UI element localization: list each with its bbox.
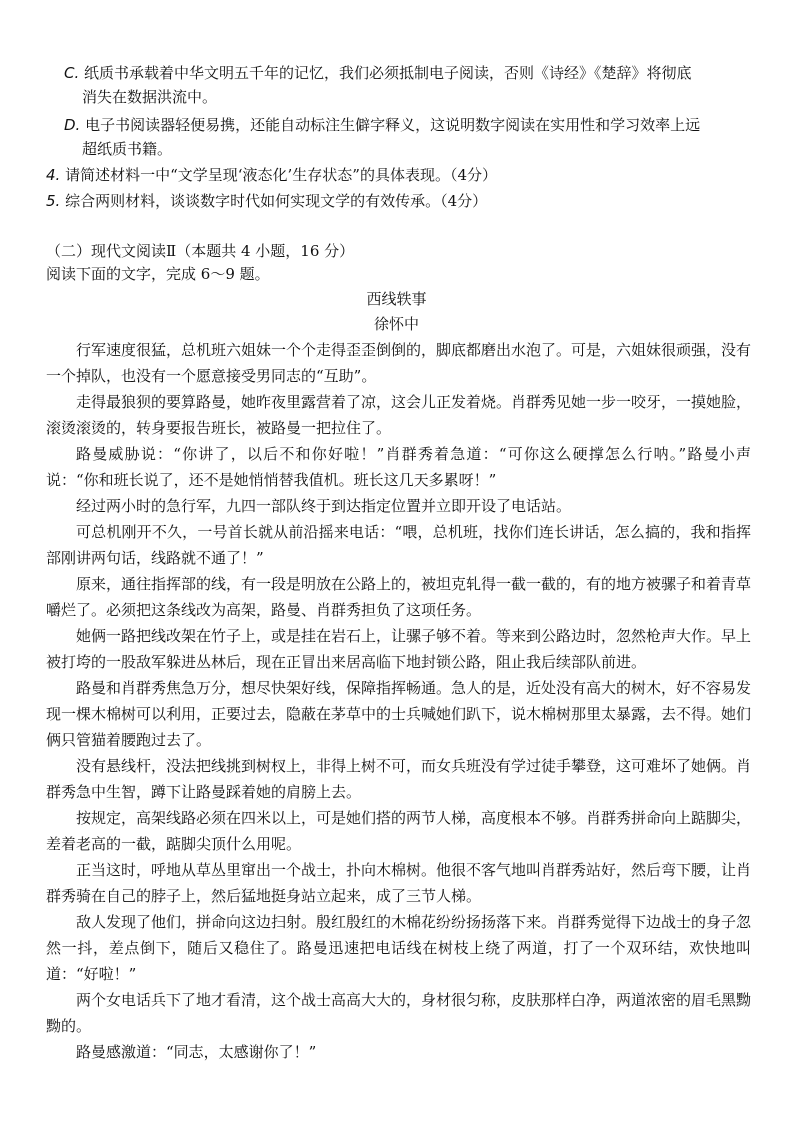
paragraph: 原来，通往指挥部的线，有一段是明放在公路上的，被坦克轧得一截一截的，有的地方被骡子和着青草嚼烂了。必须把这条线改为高架，路曼、肖群秀担负了这项任务。: [46, 575, 752, 619]
paragraph: 可总机刚开不久，一号首长就从前沿摇来电话：“喂，总机班，找你们连长讲话，怎么搞的，我和指挥部刚讲两句话，线路就不通了！”: [46, 523, 751, 567]
paragraph: 没有悬线杆，没法把线挑到树杈上，非得上树不可，而女兵班没有学过徒手攀登，这可难坏了她俩。肖群秀急中生智，蹲下让路曼踩着她的肩膀上去。: [46, 757, 752, 801]
paragraph: 经过两小时的急行军，九四一部队终于到达指定位置并立即开设了电话站。: [76, 497, 572, 515]
option-c-letter: C.: [64, 64, 80, 82]
section-instruction: 阅读下面的文字，完成 6～9 题。: [46, 265, 270, 283]
article-body: [46, 337, 751, 1065]
option-c-text-line1: 纸质书承载着中华文明五千年的记忆，我们必须抵制电子阅读，否则《诗经》《楚辞》将彻底: [79, 64, 692, 82]
paragraph: 正当这时，呼地从草丛里窜出一个战士，扑向木棉树。他很不客气地叫肖群秀站好，然后弯下腰，让肖群秀骑在自己的脖子上，然后猛地挺身站立起来，成了三节人梯。: [46, 861, 752, 905]
option-d-text-line2: 超纸质书籍。: [82, 140, 173, 158]
paragraph: 路曼感激道：“同志，太感谢你了！”: [76, 1043, 317, 1061]
paragraph: 按规定，高架线路必须在四米以上，可是她们搭的两节人梯，高度根本不够。肖群秀拼命向上踮脚尖，差着老高的一截，踮脚尖顶什么用呢。: [46, 809, 752, 853]
question-5-text: 综合两则材料，谈谈数字时代如何实现文学的有效传承。（4分）: [60, 192, 488, 210]
section-heading: （二）现代文阅读Ⅱ（本题共 4 小题，16 分）: [46, 242, 355, 260]
paragraph: 路曼和肖群秀焦急万分，想尽快架好线，保障指挥畅通。急人的是，近处没有高大的树木，好不容易发现一棵木棉树可以利用，正要过去，隐蔽在茅草中的士兵喊她们趴下，说木棉树那里太暴露，去不得。她们俩只管猫着腰跑过去了。: [46, 679, 752, 749]
option-d: [64, 114, 700, 136]
question-4: [46, 164, 497, 186]
option-d-letter: D.: [64, 116, 81, 134]
article-author: 徐怀中: [373, 315, 419, 333]
question-4-number: 4.: [46, 166, 61, 184]
paragraph: 走得最狼狈的要算路曼，她昨夜里露营着了凉，这会儿正发着烧。肖群秀见她一步一咬牙，一摸她脸，滚烫滚烫的，转身要报告班长，被路曼一把拉住了。: [46, 393, 752, 437]
paragraph: 敌人发现了他们，拼命向这边扫射。殷红殷红的木棉花纷纷扬扬落下来。肖群秀觉得下边战士的身子忽然一抖，差点倒下，随后又稳住了。路曼迅速把电话线在树枝上绕了两道，打了一个双环结，欢快地叫道：“好啦！”: [46, 913, 752, 983]
option-c: [64, 62, 692, 84]
question-5: [46, 190, 487, 212]
paragraph: 行军速度很猛，总机班六姐妹一个个走得歪歪倒倒的，脚底都磨出水泡了。可是，六姐妹很顽强，没有一个掉队，也没有一个愿意接受男同志的“互助”。: [46, 341, 752, 385]
article-title: 西线轶事: [366, 290, 427, 308]
paragraph: 两个女电话兵下了地才看清，这个战士高高大大的，身材很匀称，皮肤那样白净，两道浓密的眉毛黑黝黝的。: [46, 991, 752, 1035]
option-d-text-line1: 电子书阅读器轻便易携，还能自动标注生僻字释义，这说明数字阅读在实用性和学习效率上远: [80, 116, 701, 134]
option-c-text-line2: 消失在数据洪流中。: [82, 88, 218, 106]
question-4-text: 请简述材料一中“文学呈现‘液态化’生存状态”的具体表现。（4分）: [60, 166, 497, 184]
paragraph: 她俩一路把线改架在竹子上，或是挂在岩石上，让骡子够不着。等来到公路边时，忽然枪声大作。早上被打垮的一股敌军躲进丛林后，现在正冒出来居高临下地封锁公路，阻止我后续部队前进。: [46, 627, 752, 671]
question-5-number: 5.: [46, 192, 61, 210]
paragraph: 路曼威胁说：“你讲了，以后不和你好啦！”肖群秀着急道：“可你这么硬撑怎么行呐。”路曼小声说：“你和班长说了，还不是她悄悄替我值机。班长这几天多累呀！”: [46, 445, 751, 489]
